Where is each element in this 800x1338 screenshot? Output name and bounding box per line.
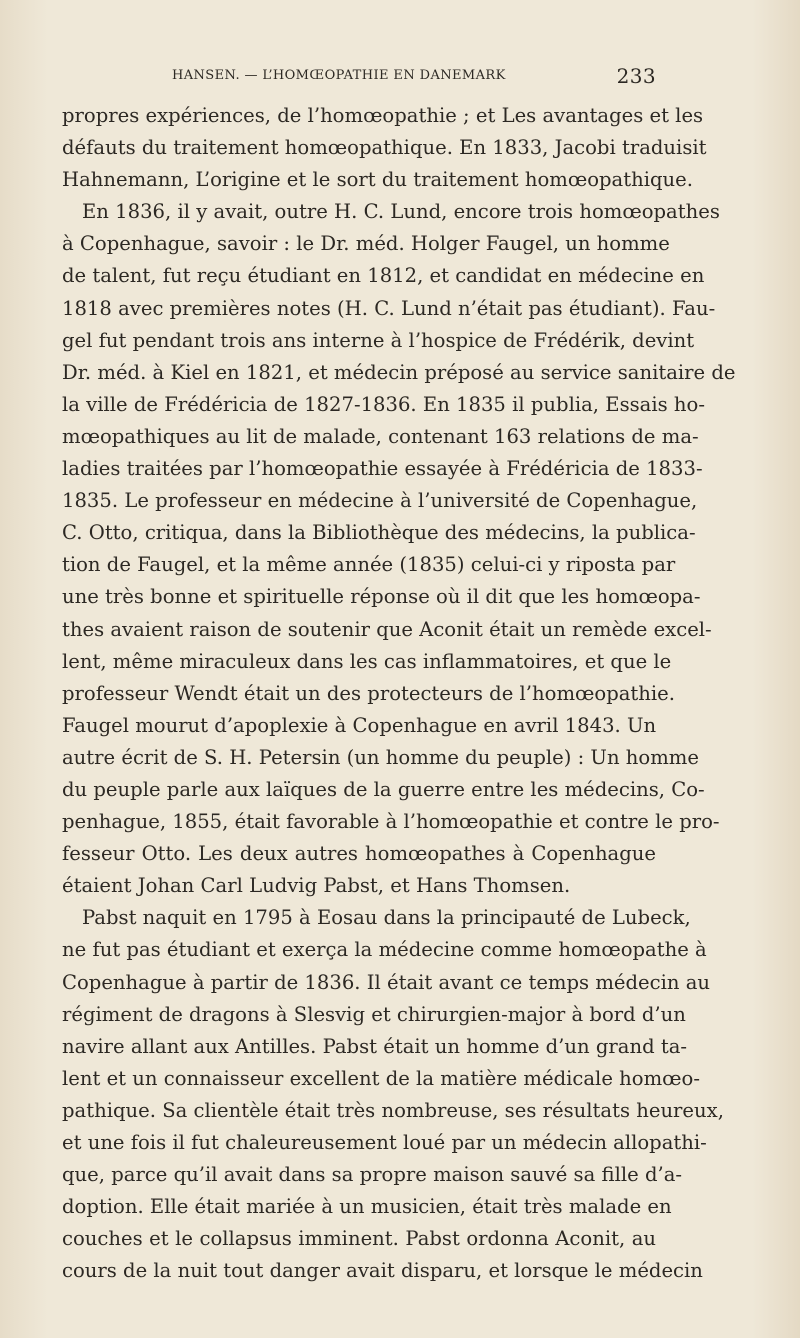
page-number: 233 <box>616 64 656 88</box>
text-line: navire allant aux Antilles. Pabst était un homme d’un grand ta- <box>62 1034 688 1058</box>
text-line: fesseur Otto. Les deux autres homœopathes à Copenhague <box>62 842 656 866</box>
text-line: pathique. Sa clientèle était très nombreuse, ses résultats heureux, <box>62 1098 724 1122</box>
text-line: Copenhague à partir de 1836. Il était avant ce temps médecin au <box>62 970 711 994</box>
page-header <box>62 62 656 90</box>
text-line: Pabst naquit en 1795 à Eosau dans la principauté de Lubeck, <box>82 906 691 930</box>
running-title: HANSEN. — L’HOMŒOPATHIE EN DANEMARK <box>172 68 506 83</box>
text-line: de talent, fut reçu étudiant en 1812, et candidat en médecine en <box>62 264 705 288</box>
text-line: à Copenhague, savoir : le Dr. méd. Holger Faugel, un homme <box>62 232 670 256</box>
text-line: régiment de dragons à Slesvig et chirurgien-major à bord d’un <box>62 1002 686 1026</box>
text-line: défauts du traitement homœopathique. En 1833, Jacobi traduisit <box>62 136 707 160</box>
text-line: professeur Wendt était un des protecteurs de l’homœopathie. <box>62 681 676 705</box>
text-line: doption. Elle était mariée à un musicien, était très malade en <box>62 1195 672 1219</box>
text-line: 1818 avec premières notes (H. C. Lund n’était pas étudiant). Fau- <box>62 296 716 320</box>
text-line: mœopathiques au lit de malade, contenant 163 relations de ma- <box>62 424 699 448</box>
text-line: couches et le collapsus imminent. Pabst ordonna Aconit, au <box>62 1227 656 1251</box>
text-line: 1835. Le professeur en médecine à l’université de Copenhague, <box>62 489 698 513</box>
text-line: propres expériences, de l’homœopathie ; et Les avantages et les <box>62 104 704 127</box>
text-line: et une fois il fut chaleureusement loué par un médecin allopathi- <box>62 1131 707 1154</box>
text-line: autre écrit de S. H. Petersin (un homme du peuple) : Un homme <box>62 745 699 769</box>
body-text <box>62 100 736 1287</box>
text-line: Hahnemann, L’origine et le sort du traitement homœopathique. <box>62 168 693 192</box>
text-line: cours de la nuit tout danger avait disparu, et lorsque le médecin <box>62 1259 703 1283</box>
text-line: C. Otto, critiqua, dans la Bibliothèque des médecins, la publica- <box>62 521 696 545</box>
text-line: lent, même miraculeux dans les cas inflammatoires, et que le <box>62 649 672 673</box>
text-line: ladies traitées par l’homœopathie essayée à Frédéricia de 1833- <box>62 457 703 481</box>
text-line: gel fut pendant trois ans interne à l’hospice de Frédérik, devint <box>62 328 695 352</box>
text-line: du peuple parle aux laïques de la guerre entre les médecins, Co- <box>62 777 705 801</box>
text-line: ne fut pas étudiant et exerça la médecine comme homœopathe à <box>62 938 707 962</box>
text-line: penhague, 1855, était favorable à l’homœopathie et contre le pro- <box>62 810 720 834</box>
text-line: que, parce qu’il avait dans sa propre maison sauvé sa fille d’a- <box>62 1163 683 1187</box>
text-line: une très bonne et spirituelle réponse où il dit que les homœopa- <box>62 585 701 609</box>
text-line: En 1836, il y avait, outre H. C. Lund, encore trois homœopathes <box>82 200 720 224</box>
text-line: Faugel mourut d’apoplexie à Copenhague en avril 1843. Un <box>62 713 657 737</box>
text-line: lent et un connaisseur excellent de la matière médicale homœo- <box>62 1066 700 1090</box>
text-line: tion de Faugel, et la même année (1835) celui-ci y riposta par <box>62 553 676 577</box>
text-line: la ville de Frédéricia de 1827-1836. En 1835 il publia, Essais ho- <box>62 392 705 416</box>
text-line: Dr. méd. à Kiel en 1821, et médecin préposé au service sanitaire de <box>62 360 736 384</box>
text-line: thes avaient raison de soutenir que Aconit était un remède excel- <box>62 617 712 641</box>
text-line: étaient Johan Carl Ludvig Pabst, et Hans Thomsen. <box>62 874 571 898</box>
